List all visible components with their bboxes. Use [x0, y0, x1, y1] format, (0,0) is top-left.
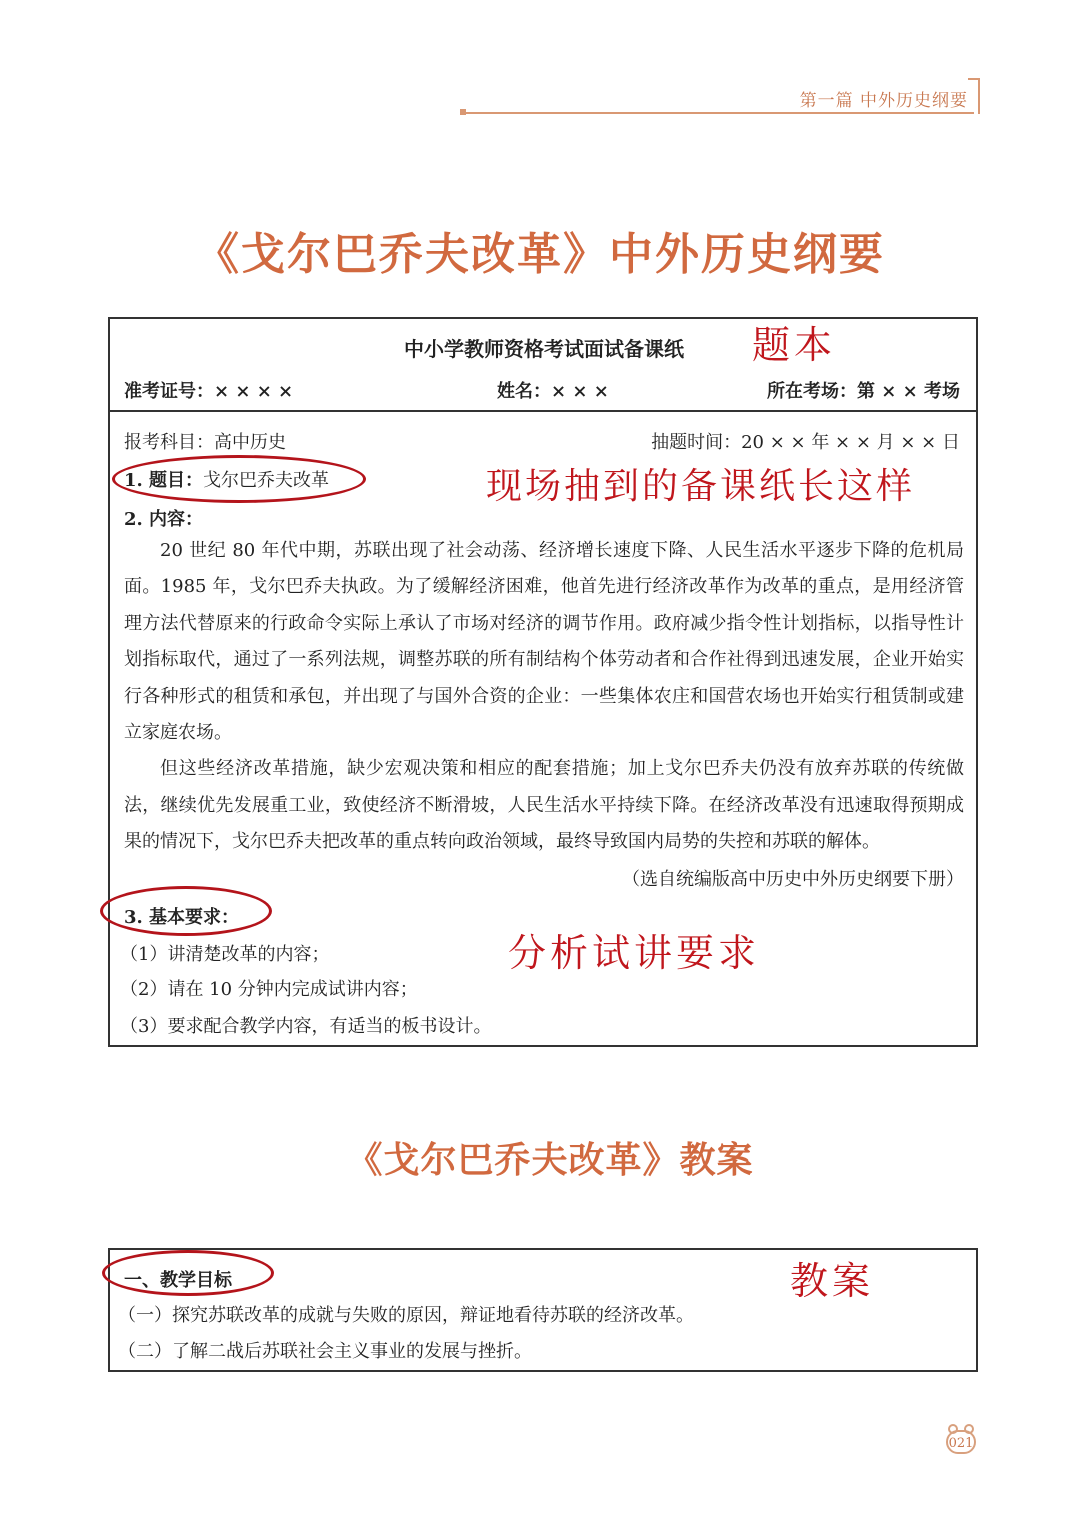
content-paragraph-2: 但这些经济改革措施，缺少宏观决策和相应的配套措施；加上戈尔巴乔夫仍没有放弃苏联的传统做法，继续优先发展重工业，致使经济不断滑坡，人民生活水平持续下降。在经济改革没有迅速取得预期成果的情况下，戈尔巴乔夫把改革的重点转向政治领域，最终导致国内局势的失控和苏联的解体。 — [124, 758, 964, 853]
topic-label: 1. 题目： — [124, 470, 204, 491]
draw-time: 抽题时间：20 × × 年 × × 月 × × 日 — [651, 432, 960, 453]
exam-sheet-divider — [108, 410, 978, 412]
content-paragraph-1: 20 世纪 80 年代中期，苏联出现了社会动荡、经济增长速度下降、人民生活水平逐步下降的危机局面。1985 年，戈尔巴乔夫执政。为了缓解经济困难，他首先进行经济改革作为改革的重点，是用经济管理方法代替原来的行政命令实际上承认了市场对经济的调节作用。政府减少指令性计划指标，以指导性计划指标取代，通过了一系列法规，调整苏联的所有制结构个体劳动者和合作社得到迅速发展，企业开始实行各种形式的租赁和承包，并出现了与国外合资的企业：一些集体农庄和国营农场也开始实行租赁制或建立家庭农场。 — [124, 540, 964, 744]
subject: 报考科目：高中历史 — [124, 432, 286, 453]
annotation-lesson-plan: 教案 — [790, 1259, 875, 1303]
content-label: 2. 内容： — [124, 509, 204, 530]
header-rule-end — [460, 109, 466, 115]
highlight-circle-objectives — [102, 1250, 274, 1296]
candidate-name: 姓名：× × × — [497, 381, 609, 402]
annotation-requirements-note: 分析试讲要求 — [508, 931, 761, 975]
requirements-label: 3. 基本要求： — [124, 907, 240, 928]
highlight-circle-topic — [112, 455, 366, 503]
objectives-heading: 一、教学目标 — [124, 1270, 232, 1291]
objective-item: （一）探究苏联改革的成就与失败的原因，辩证地看待苏联的经济改革。 — [118, 1305, 694, 1326]
requirement-item: （3）要求配合教学内容，有适当的板书设计。 — [120, 1016, 492, 1037]
exam-sheet-title: 中小学教师资格考试面试备课纸 — [404, 337, 684, 361]
source-citation: （选自统编版高中历史中外历史纲要下册） — [622, 869, 964, 890]
topic-value: 戈尔巴乔夫改革 — [203, 470, 330, 491]
exam-room: 所在考场：第 × × 考场 — [767, 381, 960, 402]
lesson-plan-title: 《戈尔巴乔夫改革》教案 — [346, 1139, 754, 1181]
admission-number: 准考证号：× × × × — [124, 381, 294, 402]
highlight-circle-requirements — [100, 886, 272, 936]
page-title: 《戈尔巴乔夫改革》中外历史纲要 — [195, 229, 885, 280]
annotation-question-sheet: 题本 — [752, 323, 837, 367]
page-number: 021 — [946, 1430, 976, 1454]
section-header: 第一篇 中外历史纲要 — [799, 91, 968, 111]
content-text — [124, 533, 964, 861]
header-corner-decoration — [968, 78, 980, 114]
annotation-sheet-note: 现场抽到的备课纸长这样 — [486, 466, 916, 507]
objective-item: （二）了解二战后苏联社会主义事业的发展与挫折。 — [118, 1341, 532, 1362]
requirement-item: （1）讲清楚改革的内容； — [120, 944, 330, 965]
header-rule — [462, 112, 974, 114]
requirement-item: （2）请在 10 分钟内完成试讲内容； — [120, 979, 418, 1000]
